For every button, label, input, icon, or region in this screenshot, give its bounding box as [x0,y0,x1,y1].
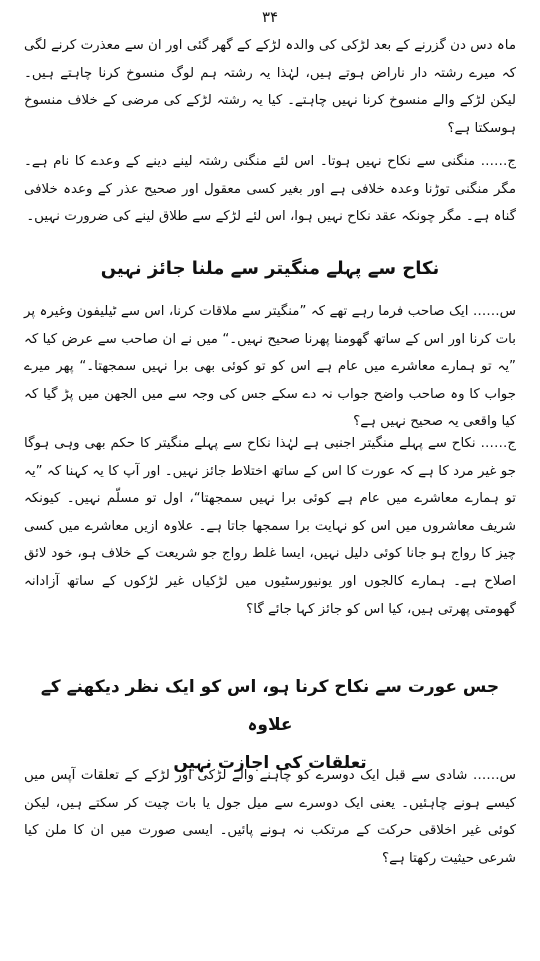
question-3-paragraph: س…… شادی سے قبل ایک دوسرے کو چاہنے والے لڑکی اور لڑکے کے تعلقات آپس میں کیسے ہونے چاہئیں۔ یعنی ایک دوسرے سے میل جول یا بات چیت کر سکتے ہیں، لیکن کوئی غیر اخلاقی حرکت کے مرتکب نہ ہونے پائیں۔ ایسی صورت میں ان کا ملن کیا شرعی حیثیت رکھتا ہے؟ [24,768,516,866]
question-2-paragraph: س…… ایک صاحب فرما رہے تھے کہ ”منگیتر سے ملاقات کرنا، اس سے ٹیلیفون وغیرہ پر بات کرنا اور اس کے ساتھ گھومنا پھرنا صحیح نہیں۔“ میں نے ان صاحب سے عرض کیا کہ ”یہ تو ہمارے معاشرے میں عام ہے اس کو تو کوئی بھی برا نہیں سمجھتا۔“ پھر میرے جواب کا وہ صاحب واضح جواب نہ دے سکے جس کی وجہ سے میں الجھن میں پڑ گیا کہ کیا واقعی یہ صحیح نہیں ہے؟ [24,304,516,430]
intro-paragraph: ماہ دس دن گزرنے کے بعد لڑکی کی والدہ لڑکے کے گھر گئی اور ان سے معذرت کرنے لگی کہ میرے رشتہ دار ناراض ہوتے ہیں، لہٰذا یہ رشتہ ہم لوگ منسوخ کرنا چاہتے ہیں۔ لیکن لڑکے والے منسوخ کرنا نہیں چاہتے۔ کیا یہ رشتہ لڑکے کی مرضی کے خلاف منسوخ ہوسکتا ہے؟ [24,38,516,136]
section-heading-2-line-2: تعلقات کی اجازت نہیں [173,753,367,773]
section-heading-2-line-1: جس عورت سے نکاح کرنا ہو، اس کو ایک نظر دیکھنے کے علاوہ [40,677,500,735]
section-heading-1: نکاح سے پہلے منگیتر سے ملنا جائز نہیں [100,258,440,279]
page-number: ۳۴ [261,8,279,26]
answer-2-paragraph: ج…… نکاح سے پہلے منگیتر اجنبی ہے لہٰذا نکاح سے پہلے منگیتر کا حکم بھی وہی ہوگا جو غیر مرد کا ہے کہ عورت کا اس کے ساتھ اختلاط جائز نہیں۔ اور آپ کا یہ کہنا کہ ”یہ تو ہمارے معاشرے میں عام ہے کوئی برا نہیں سمجھتا“، اول تو مسلّم نہیں۔ کیونکہ شریف معاشروں میں اس کو نہایت برا سمجھا جاتا ہے۔ علاوہ ازیں معاشرے میں کسی چیز کا رواج ہو جانا کوئی دلیل نہیں، ایسا غلط رواج جو شریعت کے خلاف ہو، خود لائق اصلاح ہے۔ ہمارے کالجوں اور یونیورسٹیوں میں لڑکیاں غیر لڑکوں کے ساتھ آزادانہ گھومتی پھرتی ہیں، کیا اس کو جائز کہا جائے گا؟ [24,436,516,617]
answer-1-paragraph: ج…… منگنی سے نکاح نہیں ہوتا۔ اس لئے منگنی رشتہ لینے دینے کے وعدے کا نام ہے۔ مگر منگنی توڑنا وعدہ خلافی ہے اور بغیر کسی معقول اور صحیح عذر کے وعدہ خلافی گناہ ہے۔ مگر چونکہ عقد نکاح نہیں ہوا، اس لئے لڑکے سے طلاق لینے کی ضرورت نہیں۔ [24,154,516,225]
